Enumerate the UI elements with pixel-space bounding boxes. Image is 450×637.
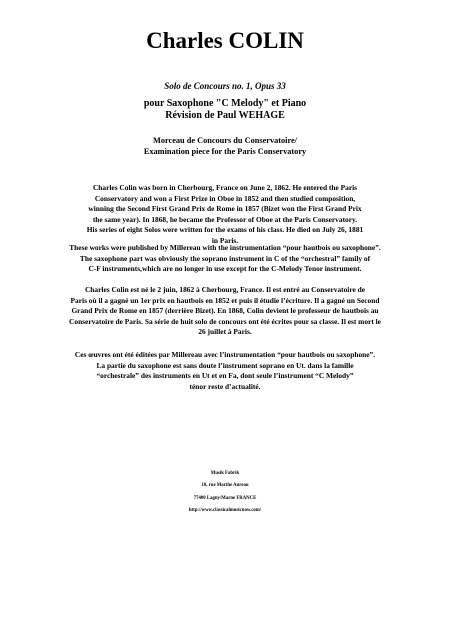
paragraph-line: “orchestrale” des instruments en Ut et en Fa, dont seule l’instrument “C Melody”	[96, 371, 354, 381]
revision-line: Révision de Paul WEHAGE	[165, 110, 285, 121]
paragraph-line: 26 juillet à Paris.	[198, 327, 252, 337]
composer-name: Charles COLIN	[146, 28, 304, 53]
morceau-line: Morceau de Concours du Conservatoire/	[153, 136, 297, 145]
paragraph-line: winning the Second First Grand Prix de Rome in 1857 (Bizet won the First Grand Prix	[88, 204, 362, 214]
paragraph-line: ténor reste d’actualité.	[189, 381, 261, 391]
publisher-street: 18, rue Marthe Aureau	[201, 483, 249, 489]
publisher-city: 77400 Lagny/Marne FRANCE	[193, 495, 257, 501]
paragraph-line: Charles Colin est né le 2 juin, 1862 à Cherbourg, France. Il est entré au Conservatoire de	[84, 285, 366, 294]
biography-french-paragraph	[58, 285, 392, 338]
paragraph-line: Conservatory and won a First Prize in Oboe in 1852 and then studied composition,	[94, 193, 356, 203]
paragraph-line: Conservatoire de Paris. Sa série de huit solo de concours ont été écrites pour sa classe. Il est mort le	[69, 316, 381, 326]
paragraph-line: La partie du saxophone est sans doute l’instrument soprano en Ut. dans la famille	[96, 360, 354, 370]
paragraph-line: The saxophone part was obviously the soprano instrument in C of the “orchestral” family of	[79, 253, 371, 263]
paragraph-line: These works were published by Millereau with the instrumentation “pour hautbois ou saxophone”.	[69, 243, 381, 252]
paragraph-line: Grand Prix de Rome en 1857 (derrière Bizet). En 1868, Colin devient le professeur de hautbois au	[71, 306, 379, 316]
exam-piece-line: Examination piece for the Paris Conservatory	[143, 147, 307, 156]
publication-english-paragraph	[58, 243, 392, 275]
publisher-name: Musik Fabrik	[210, 471, 240, 476]
publisher-url: http://www.classicalmusicnow.com/	[188, 508, 262, 514]
paragraph-line: Paris où il a gagné un 1er prix en hautbois en 1852 et puis il étudie l’écriture. Il a gagné un Second	[70, 295, 380, 305]
instrumentation-line: pour Saxophone "C Melody" et Piano	[143, 98, 307, 109]
paragraph-line: Ces œuvres ont été éditées par Millereau avec l’instrumentation “pour hautbois ou saxophone”.	[74, 350, 376, 359]
publication-french-paragraph	[58, 350, 392, 392]
paragraph-line: His series of eight Solos were written for the exams of his class. He died on July 26, 1881	[86, 225, 364, 235]
publisher-address	[0, 468, 450, 518]
paragraph-line: Charles Colin was born in Cherbourg, France on June 2, 1862. He entered the Paris	[92, 183, 358, 192]
biography-english-paragraph	[58, 183, 392, 247]
work-title: Solo de Concours no. 1, Opus 33	[164, 81, 286, 91]
paragraph-line: the same year). In 1868, he became the Professor of Oboe at the Paris Conservatory.	[92, 214, 358, 224]
paragraph-line: C-F instruments,which are no longer in use except for the C-Melody Tenor instrument.	[88, 264, 362, 274]
paragraph-line: in Paris.	[211, 235, 239, 245]
